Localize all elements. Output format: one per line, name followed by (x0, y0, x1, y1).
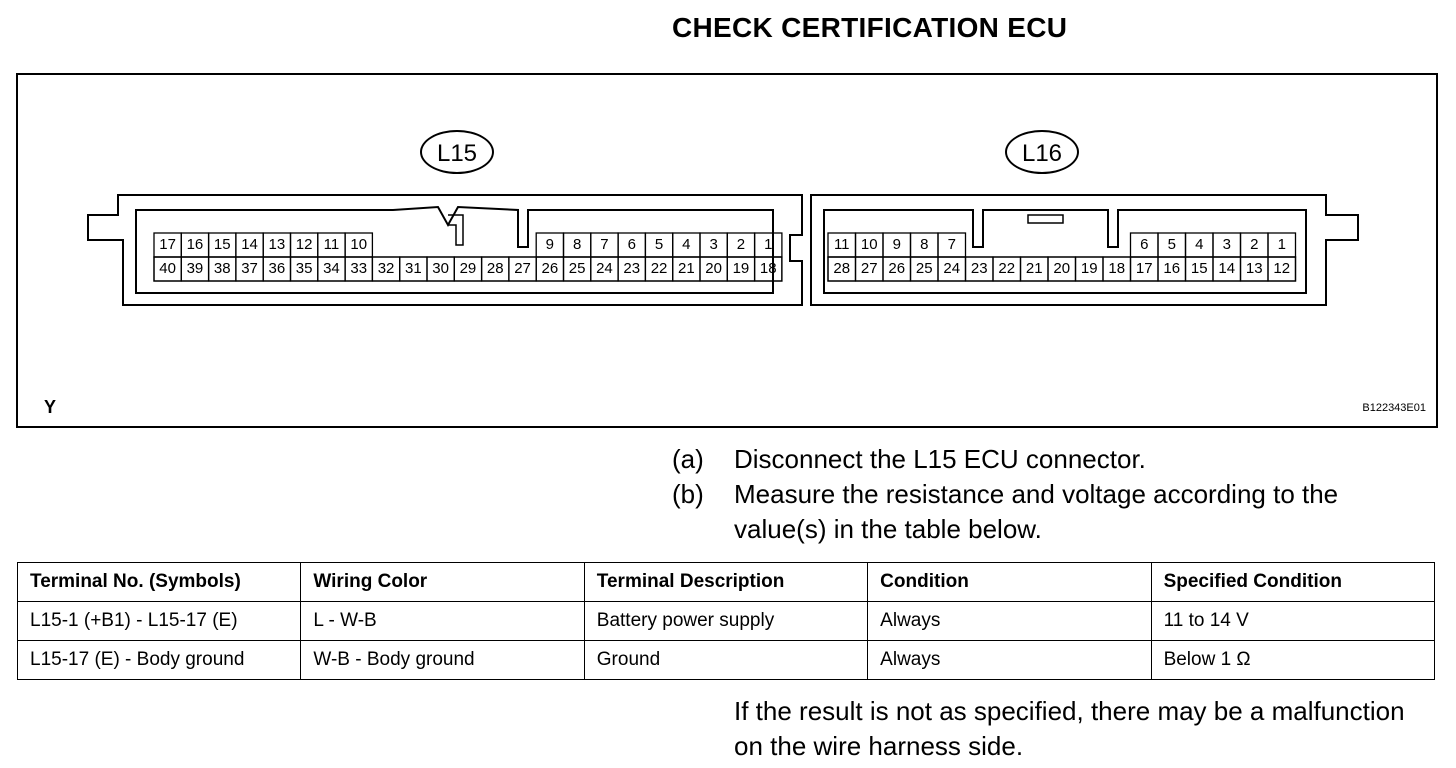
column-header: Condition (868, 563, 1151, 602)
pin-number: 24 (596, 260, 613, 277)
pin-number: 12 (1273, 260, 1291, 277)
pin-number: 18 (759, 260, 777, 277)
pin-number: 25 (568, 260, 586, 277)
pin-number: 8 (920, 236, 929, 253)
pin-number: 19 (1080, 260, 1098, 277)
pin-number: 30 (432, 260, 449, 277)
pin-number: 1 (764, 236, 773, 253)
table-cell: Below 1 Ω (1151, 641, 1434, 680)
table-row (18, 602, 1435, 641)
table-cell: L15-1 (+B1) - L15-17 (E) (18, 602, 301, 641)
pin-number: 8 (572, 236, 582, 253)
pin-number: 28 (833, 260, 851, 277)
pin-number: 31 (404, 260, 422, 277)
pin-number: 26 (541, 260, 559, 277)
pin-number: 29 (459, 260, 477, 277)
pin-number: 28 (486, 260, 504, 277)
pin-number: 16 (186, 236, 204, 253)
pin-number: 21 (677, 260, 695, 277)
table-header-row (18, 563, 1435, 602)
specification-table (17, 562, 1435, 680)
table-cell: Always (868, 641, 1151, 680)
pin-number: 22 (998, 260, 1016, 277)
pin-number: 14 (241, 236, 258, 253)
column-header: Terminal Description (584, 563, 867, 602)
pin-number: 7 (947, 236, 956, 253)
pin-number: 24 (943, 260, 961, 277)
table-cell: 11 to 14 V (1151, 602, 1434, 641)
pin-number: 4 (682, 236, 691, 253)
pin-number: 37 (241, 260, 258, 277)
pin-number: 18 (1108, 260, 1126, 277)
pin-number: 23 (623, 260, 641, 277)
pin-number: 16 (1163, 260, 1181, 277)
pin-number: 35 (295, 260, 313, 277)
pin-number: 12 (295, 236, 313, 253)
pin-number: 3 (1222, 236, 1231, 253)
table-row (18, 641, 1435, 680)
pin-number: 6 (627, 236, 636, 253)
pin-number: 9 (545, 236, 554, 253)
pin-number: 4 (1195, 236, 1204, 253)
pin-number: 6 (1140, 236, 1149, 253)
pin-number: 34 (323, 260, 340, 277)
pin-number: 11 (323, 236, 340, 253)
pin-number: 20 (705, 260, 722, 277)
pin-number: 13 (268, 236, 286, 253)
pin-number: 40 (159, 260, 176, 277)
pin-number: 2 (1250, 236, 1259, 253)
pin-number: 17 (159, 236, 176, 253)
figure-id: B122343E01 (1362, 402, 1426, 414)
pin-number: 22 (650, 260, 668, 277)
step-text: Measure the resistance and voltage according to the value(s) in the table below. (734, 479, 1339, 544)
page-title: CHECK CERTIFICATION ECU (672, 12, 1068, 43)
pin-number: 20 (1053, 260, 1071, 277)
table-cell: L - W-B (301, 602, 584, 641)
table-cell: Battery power supply (584, 602, 867, 641)
pin-number: 1 (1277, 236, 1286, 253)
pin-number: 2 (736, 236, 746, 253)
pin-number: 17 (1135, 260, 1153, 277)
corner-letter: Y (44, 397, 57, 417)
pin-number: 5 (654, 236, 664, 253)
pin-number: 15 (213, 236, 231, 253)
pin-number: 27 (860, 260, 878, 277)
table-cell: W-B - Body ground (301, 641, 584, 680)
connector-label-l15: L15 (420, 130, 494, 174)
pin-number: 25 (915, 260, 933, 277)
column-header: Wiring Color (301, 563, 584, 602)
footer-note: If the result is not as specified, there may be a malfunction on the wire harness side. (734, 696, 1405, 761)
pin-number: 15 (1190, 260, 1208, 277)
pin-number: 27 (514, 260, 531, 277)
pin-number: 13 (1245, 260, 1263, 277)
connector-label-l16: L16 (1005, 130, 1079, 174)
step-letter: (b) (672, 479, 704, 509)
pin-number: 33 (350, 260, 368, 277)
pin-number: 9 (892, 236, 901, 253)
pin-number: 38 (213, 260, 231, 277)
pin-number: 11 (833, 236, 850, 253)
pin-number: 5 (1167, 236, 1176, 253)
column-header: Terminal No. (Symbols) (18, 563, 301, 602)
connector-diagram (16, 73, 1438, 428)
pin-number: 10 (860, 236, 878, 253)
pin-number: 14 (1218, 260, 1236, 277)
pin-number: 10 (350, 236, 368, 253)
pin-number: 19 (732, 260, 750, 277)
pin-number: 26 (888, 260, 906, 277)
table-cell: Always (868, 602, 1151, 641)
table-cell: L15-17 (E) - Body ground (18, 641, 301, 680)
pin-number: 23 (970, 260, 988, 277)
step-text: Disconnect the L15 ECU connector. (734, 444, 1146, 474)
pin-number: 36 (268, 260, 286, 277)
table-cell: Ground (584, 641, 867, 680)
pin-number: 39 (186, 260, 204, 277)
instruction-steps (672, 442, 1414, 547)
step-b (672, 477, 1414, 547)
pin-number: 3 (709, 236, 718, 253)
step-a (672, 442, 1414, 477)
pin-number: 21 (1025, 260, 1043, 277)
column-header: Specified Condition (1151, 563, 1434, 602)
pin-number: 7 (600, 236, 609, 253)
step-letter: (a) (672, 444, 704, 474)
pin-number: 32 (377, 260, 395, 277)
